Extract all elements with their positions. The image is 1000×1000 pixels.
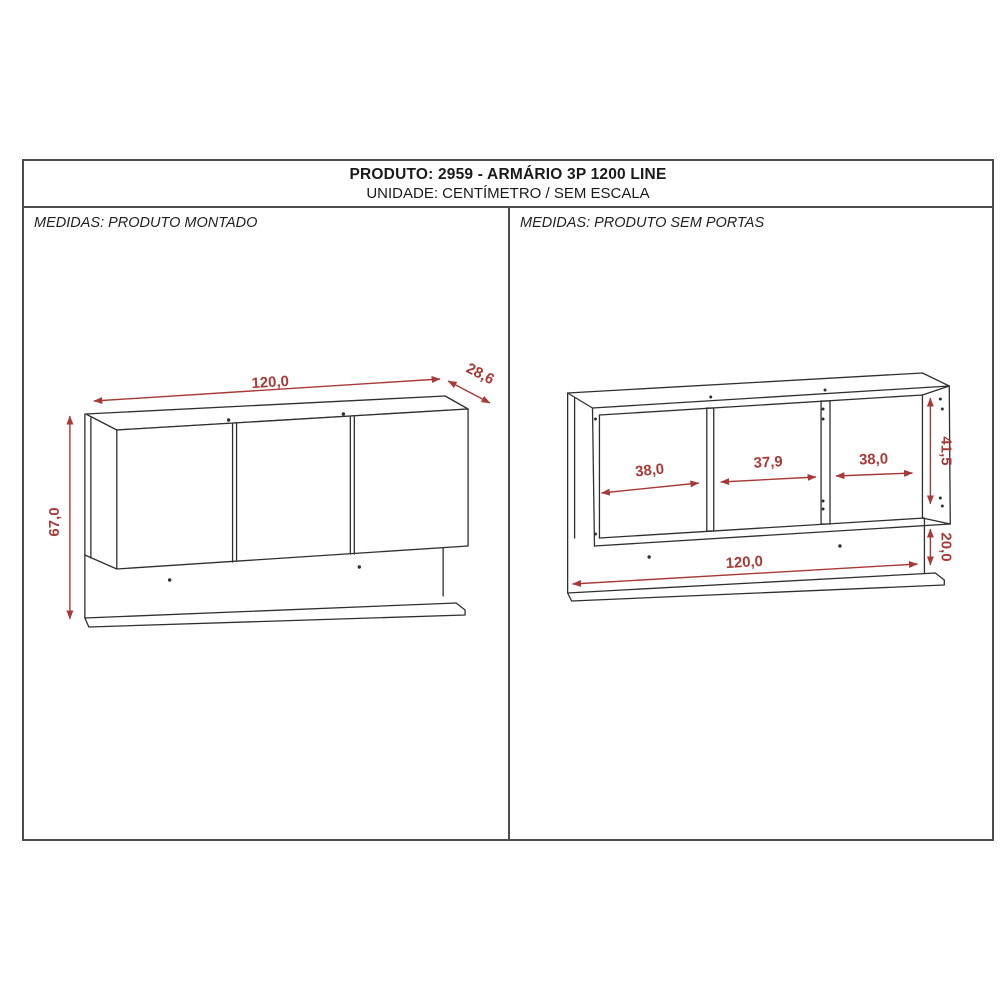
dim-compartment-left-label: 38,0 <box>634 460 665 481</box>
screw-hole-dot <box>594 533 597 536</box>
dim-compartment-middle-label: 37,9 <box>753 453 784 472</box>
screw-hole-dot <box>168 578 171 581</box>
screw-hole-dot <box>822 408 825 411</box>
dim-compartment-left <box>601 461 698 493</box>
panels-container <box>24 208 992 839</box>
screw-hole-dot <box>824 389 827 392</box>
screw-hole-dot <box>941 505 944 508</box>
dim-lower-panel-height-label: 20,0 <box>937 532 955 562</box>
screw-hole-dot <box>822 418 825 421</box>
screw-hole-dot <box>838 544 841 547</box>
assembled-cabinet-drawing <box>24 208 508 839</box>
dim-depth <box>448 360 497 403</box>
open-cabinet-drawing <box>510 208 992 839</box>
dim-width-label: 120,0 <box>250 372 290 393</box>
dim-interior-height-label: 41,5 <box>937 436 955 466</box>
dim-depth-label: 28,6 <box>463 359 497 389</box>
title-block <box>24 161 992 208</box>
drawing-frame <box>22 159 994 841</box>
dim-height <box>46 416 70 619</box>
divider-left <box>707 408 714 531</box>
screw-hole-dot <box>822 508 825 511</box>
dim-compartment-middle <box>721 453 816 482</box>
cabinet-bottom-shelf <box>568 573 945 601</box>
screw-hole-dot <box>594 418 597 421</box>
dim-interior-height <box>930 398 954 504</box>
screw-hole-dot <box>939 497 942 500</box>
left-panel-label: MEDIDAS: PRODUTO MONTADO <box>34 215 258 231</box>
hinge-dot <box>227 418 230 421</box>
panel-produto-montado <box>24 208 508 839</box>
cabinet-left-side <box>85 414 117 618</box>
screw-hole-dot <box>709 396 712 399</box>
cabinet-bottom-shelf <box>85 603 465 627</box>
dim-compartment-right-label: 38,0 <box>858 450 889 469</box>
dim-compartment-right <box>836 450 913 476</box>
right-panel-label: MEDIDAS: PRODUTO SEM PORTAS <box>520 215 765 231</box>
panel-produto-sem-portas <box>508 208 992 839</box>
cabinet-front-doors <box>117 409 468 569</box>
screw-hole-dot <box>822 500 825 503</box>
screw-hole-dot <box>939 398 942 401</box>
screw-hole-dot <box>941 408 944 411</box>
hinge-dot <box>342 412 345 415</box>
dim-total-width-label: 120,0 <box>725 552 764 573</box>
unit-subtitle: UNIDADE: CENTÍMETRO / SEM ESCALA <box>366 184 650 202</box>
dim-width <box>94 373 440 401</box>
dim-height-label: 67,0 <box>45 507 63 537</box>
product-title: PRODUTO: 2959 - ARMÁRIO 3P 1200 LINE <box>349 165 667 183</box>
divider-right <box>821 401 830 524</box>
screw-hole-dot <box>358 565 361 568</box>
dim-lower-panel-height <box>930 529 954 565</box>
screw-hole-dot <box>647 555 650 558</box>
